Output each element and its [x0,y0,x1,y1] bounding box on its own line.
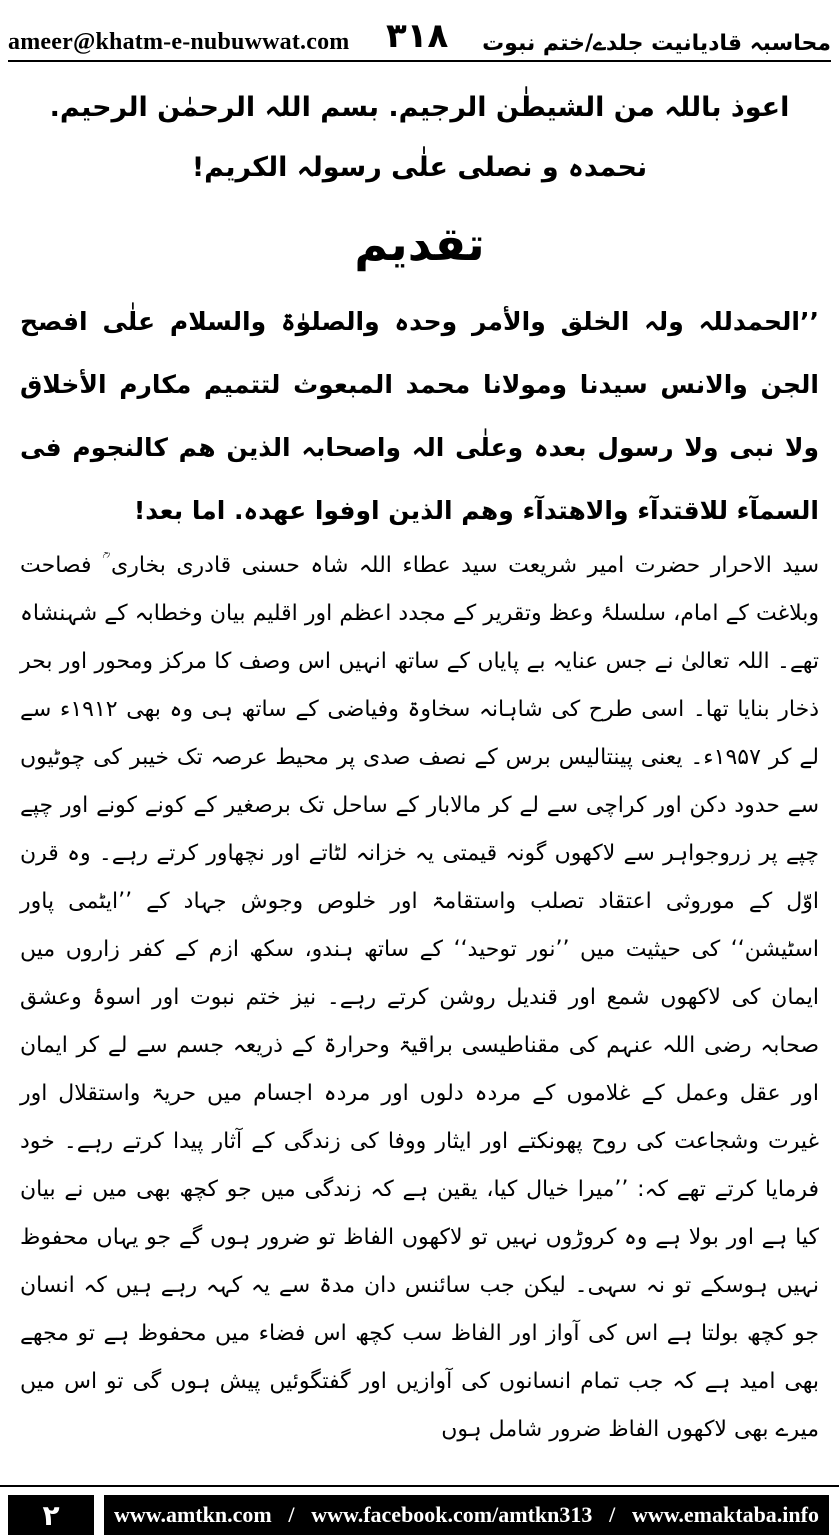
page-number: ۳۱۸ [386,16,449,56]
book-title: محاسبہ قادیانیت جلدے/ختم نبوت [482,31,831,56]
footer-separator: / [288,1502,295,1527]
footer-separator: / [609,1502,616,1527]
header-email[interactable]: ameer@khatm-e-nubuwwat.com [8,29,350,55]
page-content [20,78,819,1454]
footer-link-facebook[interactable]: www.facebook.com/amtkn313 [311,1502,593,1527]
invocation-line-2: نحمدہ و نصلی علٰی رسولہ الکریم! [191,152,648,183]
footer-links [104,1495,829,1535]
page-header [8,10,831,62]
urdu-paragraph: سید الاحرار حضرت امیر شریعت سید عطاء اللہ شاہ حسنی قادری بخاری ؒ فصاحت وبلاغت کے امام، سلسلۂ وعظ وتقریر کے مجدد اعظم اور اقلیم بیان وخطابہ کے شہنشاہ تھے۔ اللہ تعالیٰ نے جس عنایہ بے پایاں کے ساتھ انہیں اس وصف کا مرکز ومحور اور بحر ذخار بنایا تھا۔ اسی طرح کی شاہانہ سخاوۃ وفیاضی کے ساتھ ہی وہ بھی ۱۹۱۲ء سے لے کر ۱۹۵۷ء۔ یعنی پینتالیس برس کے نصف صدی پر محیط عرصہ تک خیبر کی چوٹیوں سے حدود دکن اور کراچی سے لے کر مالابار کے ساحل تک برصغیر کے کونے کونے اور چپے چپے پر زروجواہر سے لاکھوں گونہ قیمتی یہ خزانہ لٹاتے اور نچھاور کرتے رہے۔ وہ قرن اوّل کے موروثی اعتقاد تصلب واستقامۃ اور خلوص وجوش جہاد کے ’’ایٹمی پاور اسٹیشن‘‘ کی حیثیت میں ’’نور توحید‘‘ کے ساتھ ہندو، سکھ ازم کے کفر زاروں میں ایمان کی لاکھوں شمع اور قندیل روشن کرتے رہے۔ نیز ختم نبوت اور اسوۂ وعشق صحابہ رضی اللہ عنہم کی مقناطیسی براقیۃ وحرارۃ کے ذریعہ جسم سے لے کر ایمان اور عقل وعمل کے غلاموں کے مردہ دلوں اور مردہ اجسام میں حریۃ واستقلال اور غیرت وشجاعت کی روح پھونکتے اور ایثار ووفا کی زندگی کے آثار پیدا کرتے رہے۔ خود فرمایا کرتے تھے کہ: ’’میرا خیال کیا، یقین ہے کہ زندگی میں جو کچھ بھی میں نے بیان کیا ہے اور بولا ہے وہ کروڑوں نہیں تو لاکھوں الفاظ تو ضرور ہوں گے جو یہاں محفوظ نہیں ہوسکے تو نہ سہی۔ لیکن جب سائنس دان مدۃ سے یہ کہہ رہے ہیں کہ انسان جو کچھ بولتا ہے اس کی آواز اور الفاظ سب کچھ اس فضاء میں محفوظ ہے تو مجھے بھی امید ہے کہ جب تمام انسانوں کی آوازیں اور گفتگوئیں پیش ہوں گی تو اس میں میرے بھی لاکھوں الفاظ ضرور شامل ہوں [20,553,819,1442]
arabic-paragraph: ’’الحمدللہ ولہ الخلق والأمر وحدہ والصلوٰۃ والسلام علٰی افصح الجن والانس سیدنا ومولانا محمد المبعوث لتتمیم مکارم الأخلاق ولا نبی ولا رسول بعدہ وعلٰی الہ واصحابہ الذین ھم کالنجوم فی السمآء للاقتدآء والاھتدآء وھم الذین اوفوا عھدہ. اما بعد! [20,307,819,525]
section-heading: تقدیم [354,217,485,271]
footer-link-amtkn[interactable]: www.amtkn.com [114,1502,272,1527]
invocation-line-1: اعوذ باللہ من الشیطٰن الرجیم. بسم اللہ الرحمٰن الرحیم. [49,92,790,123]
footer-link-emaktaba[interactable]: www.emaktaba.info [631,1502,819,1527]
page-footer [0,1485,839,1539]
footer-page-number: ۲ [8,1495,94,1535]
